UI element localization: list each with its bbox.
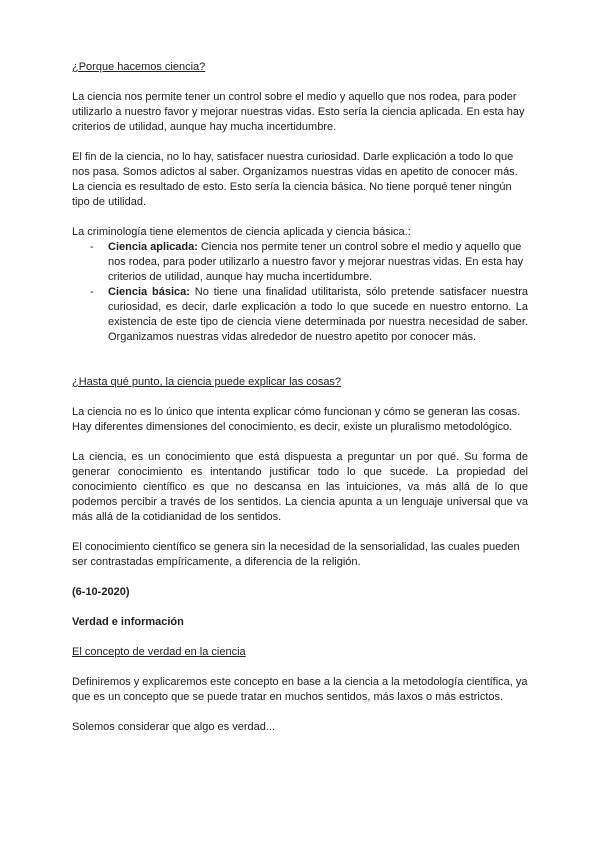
- paragraph-sensoriality: El conocimiento científico se genera sin la necesidad de la sensorialidad, las cuales pueden ser contrastadas empíricamente, a diferencia de la religión.: [72, 541, 520, 568]
- list-item: [72, 240, 528, 285]
- list-item-text: Ciencia nos permite tener un control sobre el medio y aquello que nos rodea, para poder utilizarlo a nuestro favor y mejorar nuestras vidas. En esta hay criterios de utilidad, aunque hay mucha incertidumbre.: [108, 241, 524, 283]
- document-body: [72, 60, 528, 735]
- paragraph-definition: Definiremos y explicaremos este concepto en base a la ciencia a la metodología científica, ya que es un concepto que se puede tratar en muchos sentidos, más laxos o más estrictos.: [72, 676, 528, 703]
- paragraph-basic-science: El fin de la ciencia, no lo hay, satisfacer nuestra curiosidad. Darle explicación a todo lo que nos pasa. Somos adictos al saber. Organizamos nuestras vidas en apetito de conocer más. La ciencia es resultado de esto. Esto sería la ciencia básica. No tiene porqué tener ningún tipo de utilidad.: [72, 151, 518, 208]
- list-item-text: No tiene una finalidad utilitarista, sólo pretende satisfacer nuestra curiosidad, es decir, darle explicación a todo lo que sucede en nuestro entorno. La existencia de este tipo de ciencia viene determinada por nuestra necesidad de saber. Organizamos nuestras vidas alrededor de nuestro apetito por conocer más.: [108, 286, 528, 343]
- paragraph-scientific-knowledge: La ciencia, es un conocimiento que está dispuesta a preguntar un por qué. Su forma de generar conocimiento es intentando justificar todo lo que sucede. La propiedad del conocimiento científico es que no descansa en las intuiciones, va más allá de lo que podemos percibir a través de los sentidos. La ciencia apunta a un lenguaje universal que va más allá de la cotidianidad de los sentidos.: [72, 451, 528, 523]
- list-dash: -: [90, 286, 94, 298]
- paragraph-criminology: La criminología tiene elementos de ciencia aplicada y ciencia básica.:: [72, 226, 411, 238]
- list-item-term: Ciencia aplicada:: [108, 241, 198, 253]
- section-heading-truth: Verdad e información: [72, 616, 184, 628]
- list-item-term: Ciencia básica:: [108, 286, 190, 298]
- section-heading-why-science: ¿Porque hacemos ciencia?: [72, 61, 206, 73]
- list-dash: -: [90, 241, 94, 253]
- paragraph-pluralism: La ciencia no es lo único que intenta explicar cómo funcionan y cómo se generan las cosas. Hay diferentes dimensiones del conocimiento, es decir, existe un pluralismo metodológico.: [72, 406, 521, 433]
- section-heading-limits: ¿Hasta qué punto, la ciencia puede explicar las cosas?: [72, 376, 342, 388]
- date-label: (6-10-2020): [72, 586, 130, 598]
- paragraph-truth-start: Solemos considerar que algo es verdad...: [72, 721, 276, 733]
- paragraph-applied-science: La ciencia nos permite tener un control sobre el medio y aquello que nos rodea, para poder utilizarlo a nuestro favor y mejorar nuestras vidas. Esto sería la ciencia aplicada. En esta hay criterios de utilidad, aunque hay mucha incertidumbre.: [72, 91, 525, 133]
- list-item: [72, 285, 528, 345]
- subheading-truth-concept: El concepto de verdad en la ciencia: [72, 646, 246, 658]
- science-types-list: [72, 240, 528, 345]
